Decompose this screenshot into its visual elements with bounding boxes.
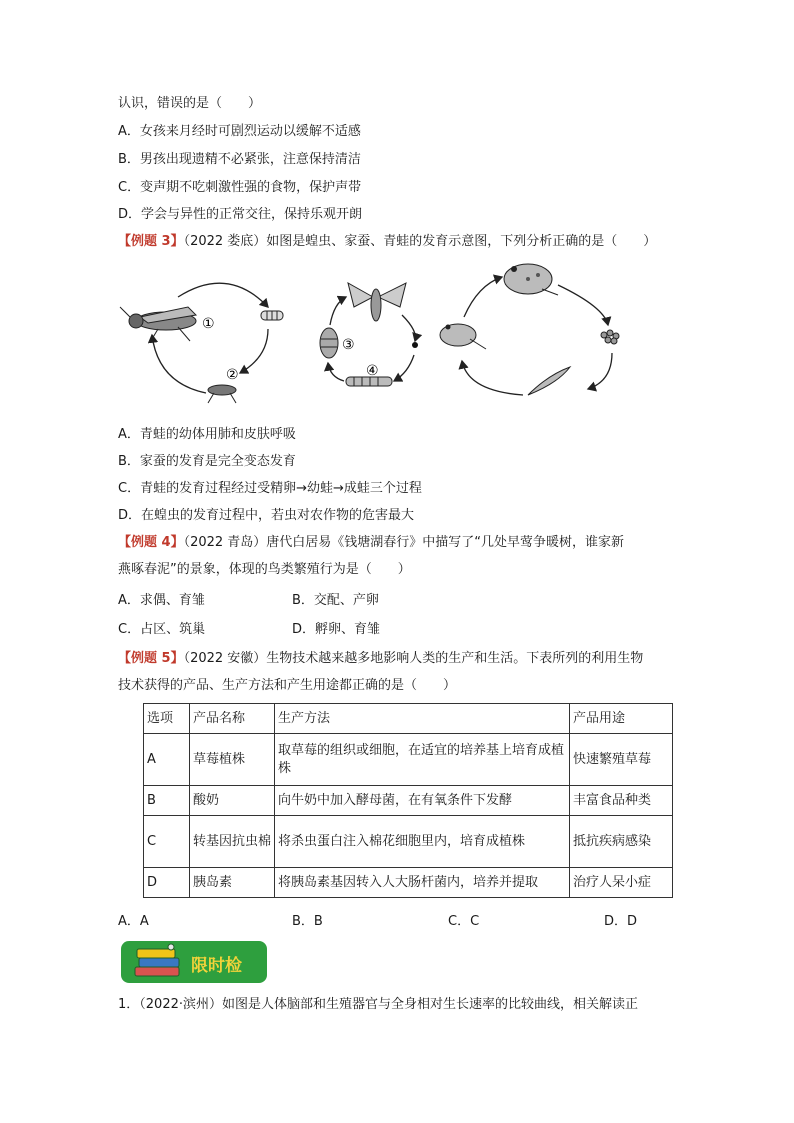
row-d-method: 将胰岛素基因转入人大肠杆菌内，培养并提取 bbox=[275, 868, 570, 898]
example-5-text-2: 技术获得的产品、生产方法和产生用途都正确的是（ ） bbox=[118, 678, 457, 693]
example-3-option-d: D．在蝗虫的发育过程中，若虫对农作物的危害最大 bbox=[118, 508, 415, 523]
example-4-option-a: A．求偶、育雏 bbox=[118, 593, 205, 608]
example-3-stem bbox=[118, 233, 656, 251]
question-stem-tail: 认识，错误的是（ ） bbox=[118, 96, 262, 111]
example-5-text-1: （2022 安徽）生物技术越来越多地影响人类的生产和生活。下表所列的利用生物 bbox=[183, 651, 644, 666]
row-d-product: 胰岛素 bbox=[190, 868, 275, 898]
frog-eggs-icon bbox=[601, 330, 619, 344]
pupa-icon bbox=[320, 328, 338, 358]
silk-moth-icon bbox=[348, 283, 406, 321]
example-5-answer-d: D．D bbox=[604, 914, 638, 929]
example-5-tag: 【例题 5】 bbox=[118, 651, 184, 666]
header-use: 产品用途 bbox=[570, 704, 673, 734]
table-row bbox=[144, 786, 673, 816]
locust-cycle bbox=[120, 283, 283, 403]
books-icon bbox=[127, 941, 187, 983]
question-1-text: 1．（2022·滨州）如图是人体脑部和生殖器官与全身相对生长速率的比较曲线，相关解读正 bbox=[118, 997, 638, 1012]
row-b-product: 酸奶 bbox=[190, 786, 275, 816]
row-a-method: 取草莓的组织或细胞，在适宜的培养基上培育成植株 bbox=[275, 734, 570, 786]
example-3-tag: 【例题 3】 bbox=[118, 234, 184, 249]
table-row bbox=[144, 868, 673, 898]
option-d: D．学会与异性的正常交往，保持乐观开朗 bbox=[118, 207, 363, 222]
row-a-option: A bbox=[144, 734, 190, 786]
label-1: ① bbox=[202, 316, 215, 332]
row-b-method: 向牛奶中加入酵母菌，在有氧条件下发酵 bbox=[275, 786, 570, 816]
young-frog-icon bbox=[440, 324, 486, 349]
row-b-option: B bbox=[144, 786, 190, 816]
label-2: ② bbox=[226, 367, 239, 383]
example-5-answer-c: C．C bbox=[448, 914, 480, 929]
option-a: A．女孩来月经时可剧烈运动以缓解不适感 bbox=[118, 124, 361, 139]
header-method: 生产方法 bbox=[275, 704, 570, 734]
adult-locust-icon bbox=[120, 307, 196, 341]
row-c-method: 将杀虫蛋白注入棉花细胞里内，培育成植株 bbox=[275, 816, 570, 868]
example-4-stem bbox=[118, 534, 624, 552]
row-a-product: 草莓植株 bbox=[190, 734, 275, 786]
row-a-use: 快速繁殖草莓 bbox=[570, 734, 673, 786]
row-c-product: 转基因抗虫棉 bbox=[190, 816, 275, 868]
example-4-text-2: 燕啄春泥”的景象，体现的鸟类繁殖行为是（ ） bbox=[118, 562, 411, 577]
example-3-option-a: A．青蛙的幼体用肺和皮肤呼吸 bbox=[118, 427, 296, 442]
label-3: ③ bbox=[342, 337, 355, 353]
silkworm-egg-icon bbox=[412, 342, 418, 348]
section-banner bbox=[121, 941, 267, 983]
banner-label: 限时检 bbox=[191, 956, 242, 976]
example-4-option-d: D．孵卵、育雏 bbox=[292, 622, 381, 637]
row-d-option: D bbox=[144, 868, 190, 898]
example-3-option-b: B．家蚕的发育是完全变态发育 bbox=[118, 454, 296, 469]
option-c: C．变声期不吃刺激性强的食物，保护声带 bbox=[118, 180, 362, 195]
adult-frog-icon bbox=[504, 264, 558, 295]
header-option: 选项 bbox=[144, 704, 190, 734]
header-product: 产品名称 bbox=[190, 704, 275, 734]
example-4-text-1: （2022 青岛）唐代白居易《钱塘湖春行》中描写了“几处早莺争暖树，谁家新 bbox=[183, 535, 625, 550]
example-5-answer-b: B．B bbox=[292, 914, 323, 929]
frog-cycle bbox=[440, 264, 619, 395]
table-row bbox=[144, 816, 673, 868]
silkworm-cycle bbox=[320, 283, 418, 386]
label-4: ④ bbox=[366, 363, 379, 379]
row-b-use: 丰富食品种类 bbox=[570, 786, 673, 816]
nymph-icon bbox=[208, 385, 236, 403]
example-4-option-b: B．交配、产卵 bbox=[292, 593, 379, 608]
development-diagram bbox=[118, 255, 678, 405]
example-4-tag: 【例题 4】 bbox=[118, 535, 184, 550]
example-3-option-c: C．青蛙的发育过程经过受精卵→幼蛙→成蛙三个过程 bbox=[118, 481, 422, 496]
table-header-row bbox=[144, 704, 673, 734]
row-d-use: 治疗人呆小症 bbox=[570, 868, 673, 898]
example-3-text: （2022 娄底）如图是蝗虫、家蚕、青蛙的发育示意图，下列分析正确的是（ ） bbox=[183, 234, 657, 249]
row-c-option: C bbox=[144, 816, 190, 868]
locust-eggs-icon bbox=[261, 311, 283, 320]
table-row bbox=[144, 734, 673, 786]
product-table bbox=[143, 703, 673, 898]
example-4-option-c: C．占区、筑巢 bbox=[118, 622, 206, 637]
example-5-answer-a: A．A bbox=[118, 914, 149, 929]
example-5-stem bbox=[118, 650, 643, 668]
tadpole-icon bbox=[528, 367, 570, 395]
row-c-use: 抵抗疾病感染 bbox=[570, 816, 673, 868]
option-b: B．男孩出现遗精不必紧张，注意保持清洁 bbox=[118, 152, 361, 167]
